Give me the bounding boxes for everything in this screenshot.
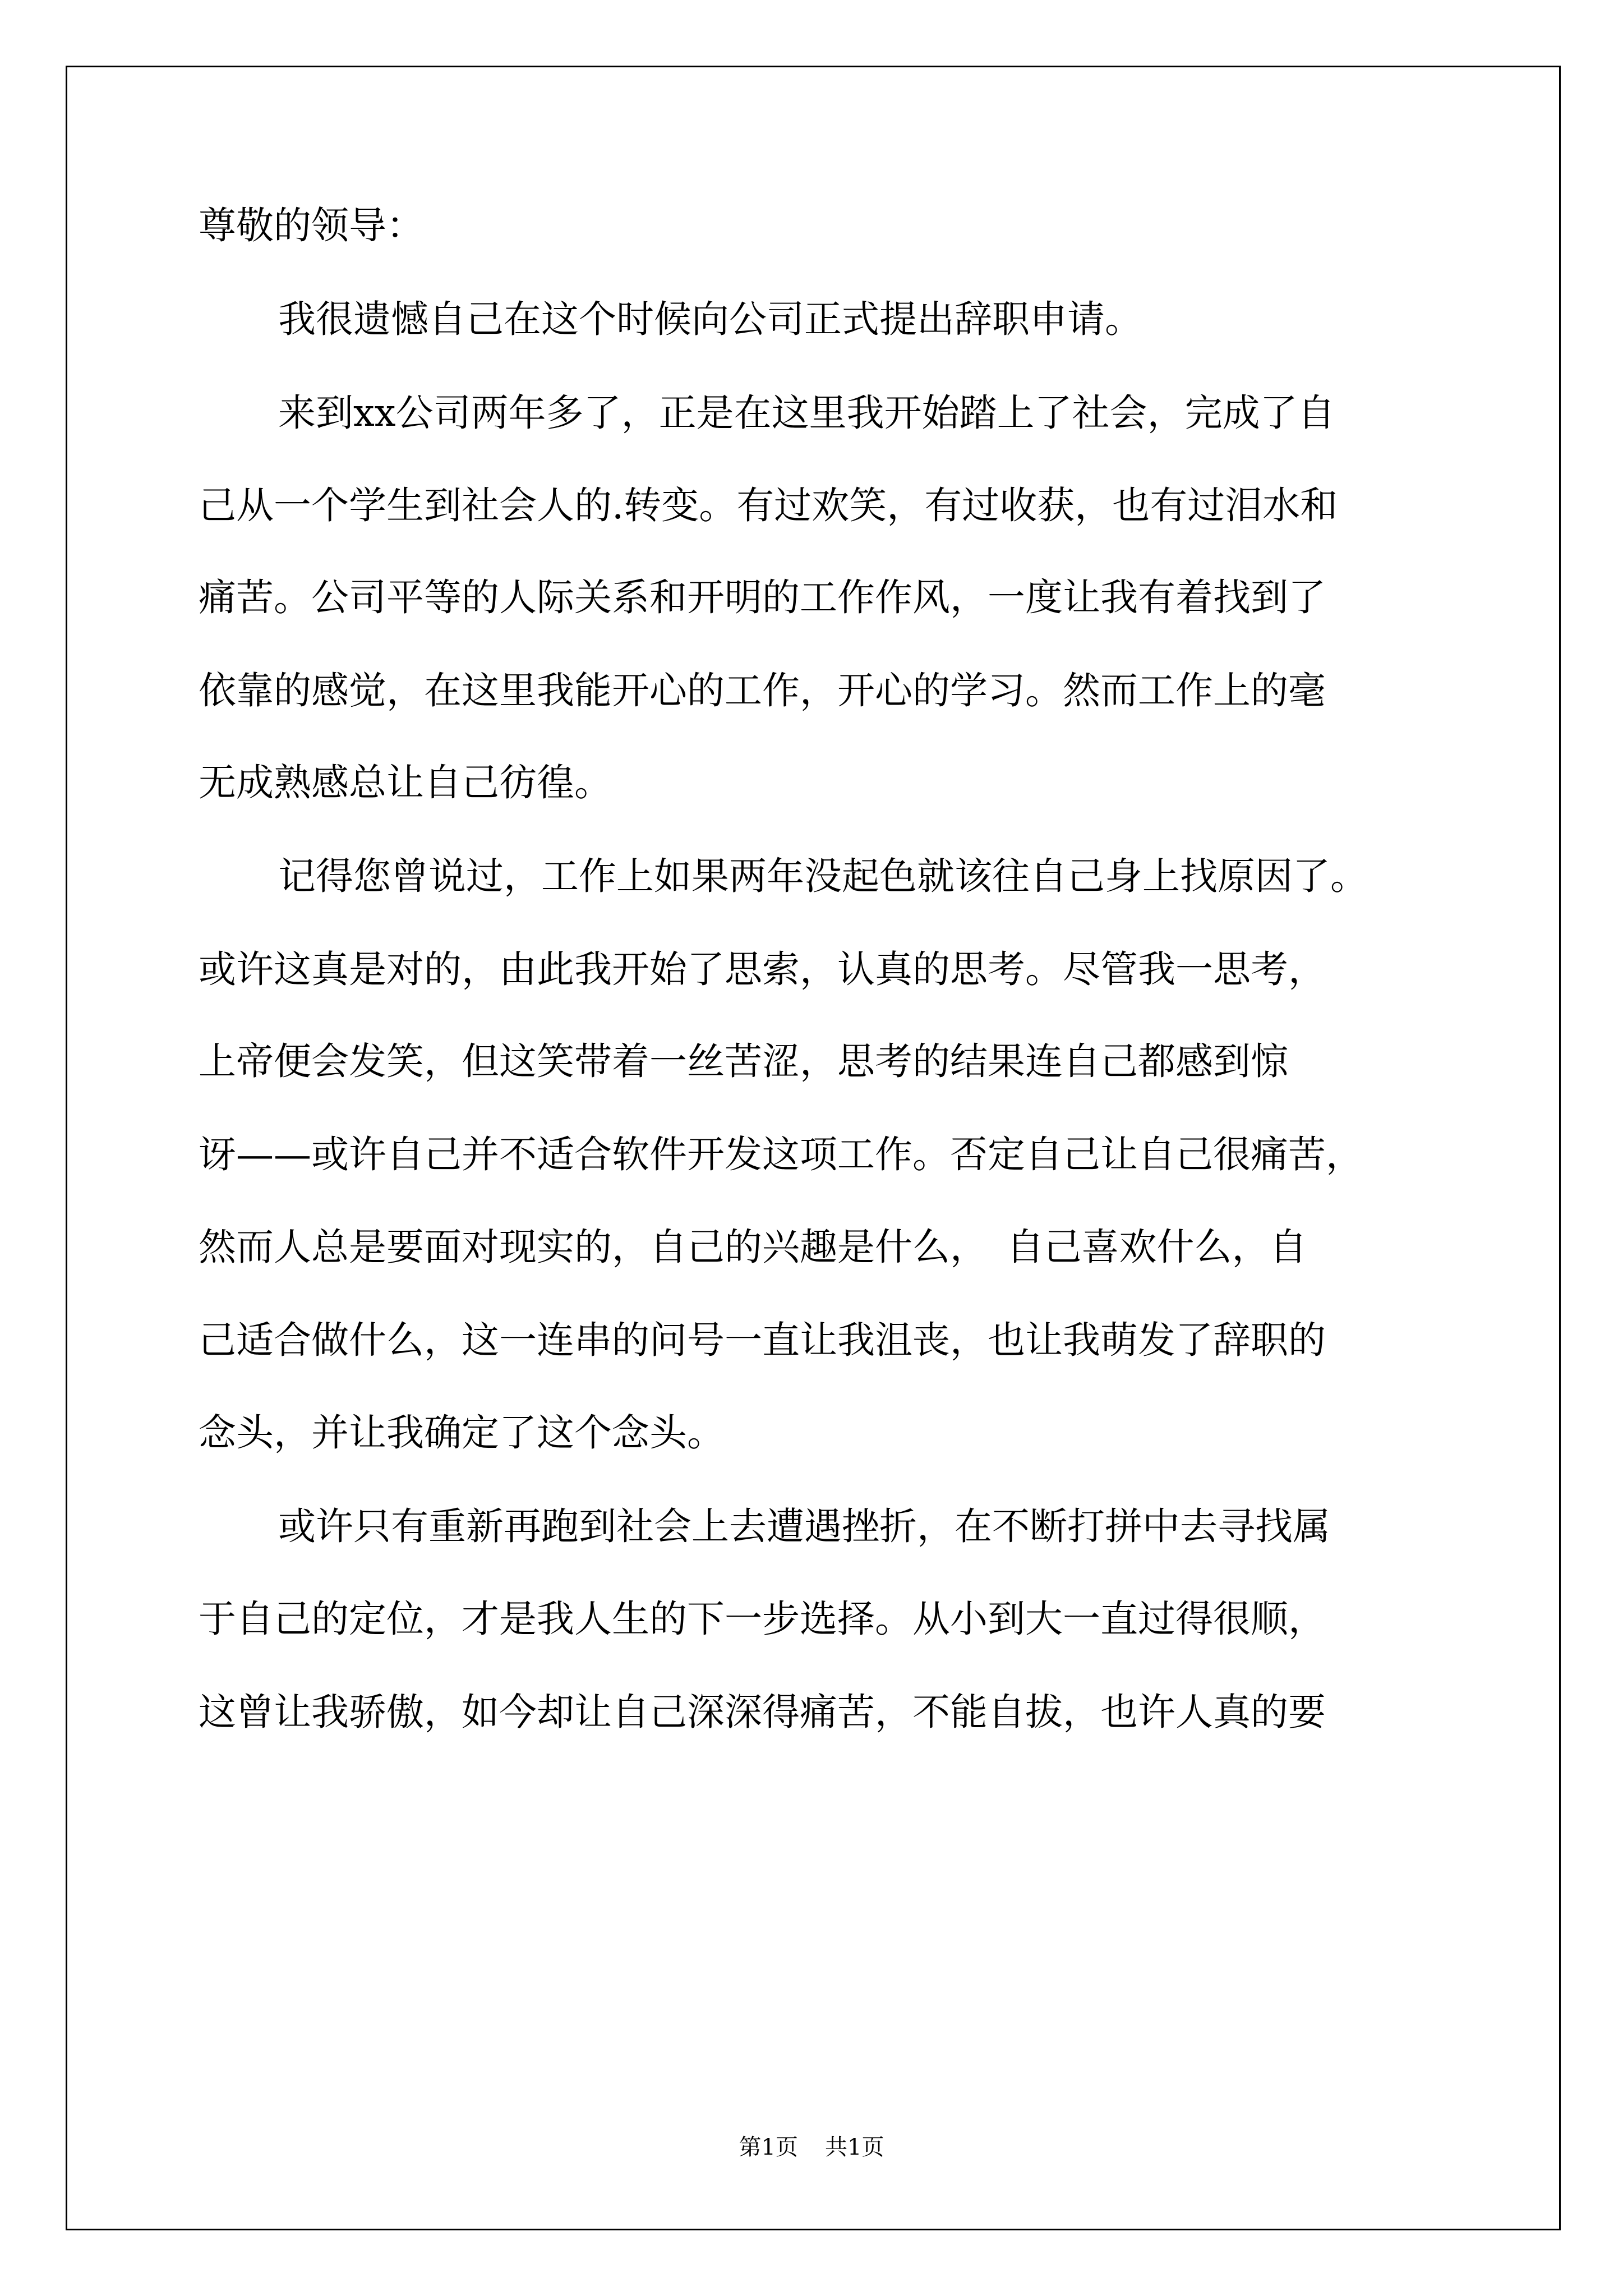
paragraph-line: 无成熟感总让自己彷徨。 <box>199 761 612 804</box>
paragraph-line: 痛苦。公司平等的人际关系和开明的工作作风，一度让我有着找到了 <box>199 576 1326 619</box>
paragraph-line: 念头，并让我确定了这个念头。 <box>199 1411 725 1455</box>
page-footer <box>0 2129 1623 2161</box>
page-total: 共1页 <box>825 2134 884 2160</box>
paragraph-line: 这曾让我骄傲，如今却让自己深深得痛苦，不能自拔，也许人真的要 <box>199 1690 1326 1734</box>
paragraph-line: 上帝便会发笑，但这笑带着一丝苦涩，思考的结果连自己都感到惊 <box>199 1039 1288 1083</box>
paragraph-line: 依靠的感觉，在这里我能开心的工作，开心的学习。然而工作上的毫 <box>199 669 1326 712</box>
paragraph-line: 己从一个学生到社会人的.转变。有过欢笑，有过收获，也有过泪水和 <box>199 484 1338 527</box>
paragraph-line: 己适合做什么，这一连串的问号一直让我沮丧，也让我萌发了辞职的 <box>199 1318 1326 1362</box>
paragraph-line: 来到xx公司两年多了，正是在这里我开始踏上了社会，完成了自 <box>278 391 1335 435</box>
page-number: 第1页 <box>739 2134 798 2160</box>
paragraph-line: 或许只有重新再跑到社会上去遭遇挫折，在不断打拼中去寻找属 <box>278 1504 1330 1548</box>
paragraph-line: 我很遗憾自己在这个时候向公司正式提出辞职申请。 <box>278 297 1142 341</box>
paragraph-line: 记得您曾说过，工作上如果两年没起色就该往自己身上找原因了。 <box>278 854 1368 898</box>
paragraph-line: 于自己的定位，才是我人生的下一步选择。从小到大一直过得很顺， <box>199 1597 1326 1641</box>
paragraph-line: 然而人总是要面对现实的，自己的兴趣是什么， 自己喜欢什么，自 <box>199 1225 1307 1269</box>
paragraph-line: 讶——或许自己并不适合软件开发这项工作。否定自己让自己很痛苦， <box>199 1133 1363 1176</box>
paragraph-line: 或许这真是对的，由此我开始了思索，认真的思考。尽管我一思考， <box>199 947 1326 991</box>
salutation: 尊敬的领导： <box>199 204 424 247</box>
